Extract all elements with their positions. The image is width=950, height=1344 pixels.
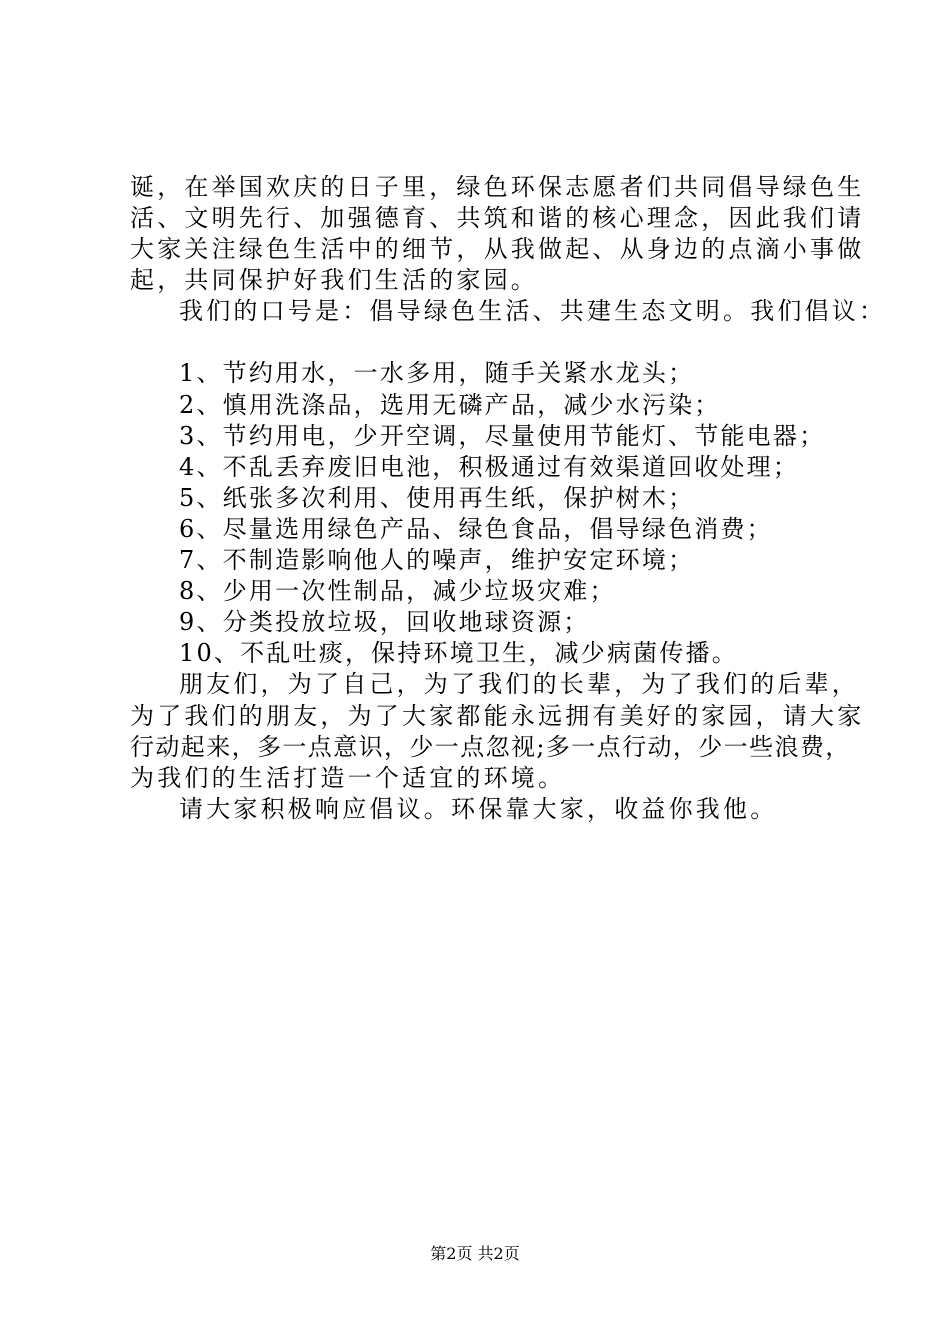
paragraph-line: 活、文明先行、加强德育、共筑和谐的核心理念，因此我们请: [130, 204, 865, 233]
blank-line: [130, 327, 830, 358]
paragraph-intro: [130, 172, 865, 296]
proposal-list: [130, 358, 830, 669]
list-item: 6、尽量选用绿色产品、绿色食品，倡导绿色消费；: [179, 514, 773, 543]
list-item: 2、慎用洗涤品，选用无磷产品，减少水污染；: [179, 390, 721, 419]
page-number: 第2页 共2页: [430, 1244, 520, 1263]
paragraph-line: 诞，在举国欢庆的日子里，绿色环保志愿者们共同倡导绿色生: [130, 173, 865, 201]
slogan-line: 我们的口号是：倡导绿色生活、共建生态文明。我们倡议：: [179, 297, 887, 326]
list-item: 9、分类投放垃圾，回收地球资源；: [179, 608, 590, 637]
list-item: 3、节约用电，少开空调，尽量使用节能灯、节能电器；: [179, 421, 826, 450]
paragraph-line: 起，共同保护好我们生活的家园。: [130, 266, 538, 295]
list-item: 5、纸张多次利用、使用再生纸，保护树木；: [179, 483, 695, 512]
list-item: 1、节约用水，一水多用，随手关紧水龙头；: [179, 359, 695, 388]
list-item: 7、不制造影响他人的噪声，维护安定环境；: [179, 546, 695, 575]
paragraph-appeal: [130, 669, 865, 793]
closing-line: 请大家积极响应倡议。环保靠大家，收益你我他。: [179, 794, 778, 823]
paragraph-line: 朋友们，为了自己，为了我们的长辈，为了我们的后辈，: [179, 670, 859, 699]
paragraph-line: 行动起来，多一点意识，少一点忽视;多一点行动，少一些浪费，: [130, 732, 851, 761]
list-item: 8、少用一次性制品，减少垃圾灾难；: [179, 577, 616, 606]
paragraph-line: 为我们的生活打造一个适宜的环境。: [130, 763, 566, 792]
paragraph-line: 为了我们的朋友，为了大家都能永远拥有美好的家园，请大家: [130, 701, 865, 730]
list-item: 4、不乱丢弃废旧电池，积极通过有效渠道回收处理；: [179, 452, 800, 481]
paragraph-line: 大家关注绿色生活中的细节，从我做起、从身边的点滴小事做: [130, 235, 865, 264]
list-item: 10、不乱吐痰，保持环境卫生，减少病菌传播。: [179, 639, 738, 668]
document-body: [130, 172, 887, 825]
